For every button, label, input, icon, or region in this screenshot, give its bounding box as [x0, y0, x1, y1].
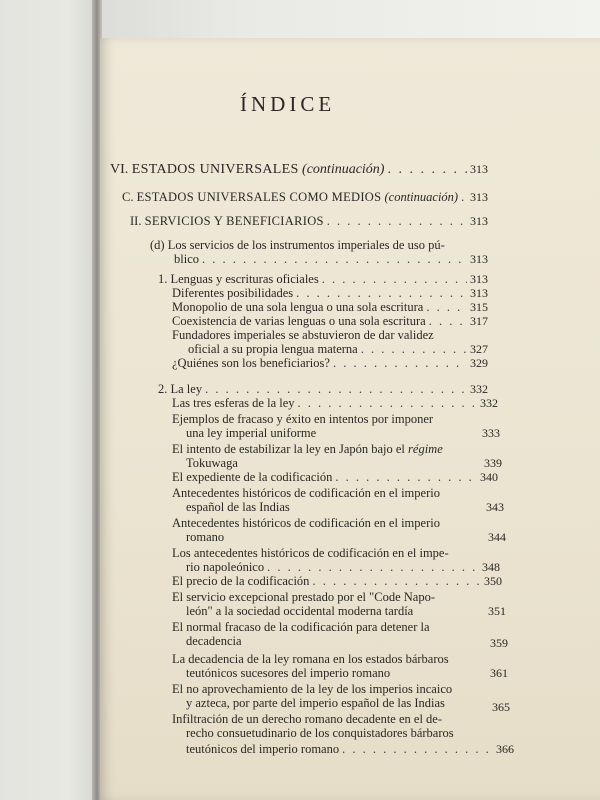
toc-item-line2: y azteca, por parte del imperio español de las Indias	[186, 696, 445, 710]
toc-entry-d: blico . . . 313	[174, 252, 488, 266]
toc-item-line2: romano	[186, 530, 225, 544]
toc-item-line1: El intento de estabilizar la ley en Japón bajo el régime	[172, 442, 443, 456]
toc-item-line2: teutónicos sucesores del imperio romano	[186, 666, 391, 680]
toc-item-line1: Fundadores imperiales se abstuvieron de dar validez	[172, 328, 434, 342]
toc-item-line2: Tokuwaga	[186, 456, 238, 470]
toc-item-line1: La decadencia de la ley romana en los estados bárbaros	[172, 652, 449, 666]
toc-item: ¿Quiénes son los beneficiarios? . . . 329	[172, 356, 488, 370]
toc-item-line1: Ejemplos de fracaso y éxito en intentos por imponer	[172, 412, 434, 426]
toc-page-number: 313	[470, 190, 488, 204]
toc-item: El precio de la codificación . . . 350	[172, 574, 502, 588]
toc-page-number: 361	[490, 666, 508, 680]
toc-item: Coexistencia de varias lenguas o una sola escritura . . . 317	[172, 314, 488, 328]
toc-item-line1: Antecedentes históricos de codificación en el imperio	[172, 516, 440, 530]
toc-item-line1: Los antecedentes históricos de codificación en el impe-	[172, 546, 449, 560]
toc-item-line1: Antecedentes históricos de codificación en el imperio	[172, 486, 440, 500]
toc-page-number: 365	[492, 700, 510, 714]
toc-item-line2: español de las Indias	[186, 500, 290, 514]
toc-entry-label: C. ESTADOS UNIVERSALES COMO MEDIOS (continuación)	[122, 190, 459, 204]
toc-entry-label: VI. ESTADOS UNIVERSALES (continuación)	[110, 162, 385, 177]
toc-entry-ii	[130, 214, 488, 228]
toc-page-number: 332	[470, 382, 488, 396]
toc-page-number: 333	[482, 426, 500, 440]
toc-page-number: 313	[470, 252, 488, 266]
toc-entry-c	[122, 190, 488, 204]
toc-item-line2: recho consuetudinario de los conquistadores bárbaros	[186, 726, 454, 740]
toc-page-number: 351	[488, 604, 506, 618]
toc-page-number: 343	[486, 500, 504, 514]
toc-item-line1: El servicio excepcional prestado por el "Code Napo-	[172, 590, 435, 604]
toc-section-2: 2. La ley . . . 332	[158, 382, 488, 396]
toc-entry-d-line1: (d) Los servicios de los instrumentos imperiales de uso pú-	[150, 238, 445, 252]
toc-item-line2: decadencia	[186, 634, 242, 648]
toc-item-line2: león" a la sociedad occidental moderna tardía	[186, 604, 414, 618]
toc-item: Las tres esferas de la ley . . . 332	[172, 396, 498, 410]
toc-page-number: 313	[470, 214, 488, 228]
toc-page-number: 359	[490, 636, 508, 650]
toc-entry-vi	[110, 162, 488, 177]
toc-item: oficial a su propia lengua materna . . . 327	[188, 342, 488, 356]
toc-item-line2: una ley imperial uniforme	[186, 426, 317, 440]
toc-item: teutónicos del imperio romano . . . 366	[186, 742, 514, 756]
toc-item-line1: El no aprovechamiento de la ley de los imperios incaico	[172, 682, 453, 696]
page-title: ÍNDICE	[240, 92, 336, 116]
toc-item: Diferentes posibilidades . . . 313	[172, 286, 488, 300]
facing-page	[0, 0, 98, 800]
toc-entry-label: II. SERVICIOS Y BENEFICIARIOS	[130, 214, 324, 228]
toc-item: El expediente de la codificación . . . 340	[172, 470, 498, 484]
toc-page-number: 313	[470, 272, 488, 286]
toc-item-line1: Infiltración de un derecho romano decadente en el de-	[172, 712, 443, 726]
toc-item: rio napoleónico . . . 348	[186, 560, 500, 574]
toc-page-number: 339	[484, 456, 502, 470]
toc-section-1: 1. Lenguas y escrituras oficiales . . . 313	[158, 272, 488, 286]
toc-page-number: 344	[488, 530, 506, 544]
toc-item: Monopolio de una sola lengua o una sola escritura . . . 315	[172, 300, 488, 314]
toc-item-line1: El normal fracaso de la codificación para detener la	[172, 620, 430, 634]
toc-page-number: 313	[470, 162, 488, 176]
